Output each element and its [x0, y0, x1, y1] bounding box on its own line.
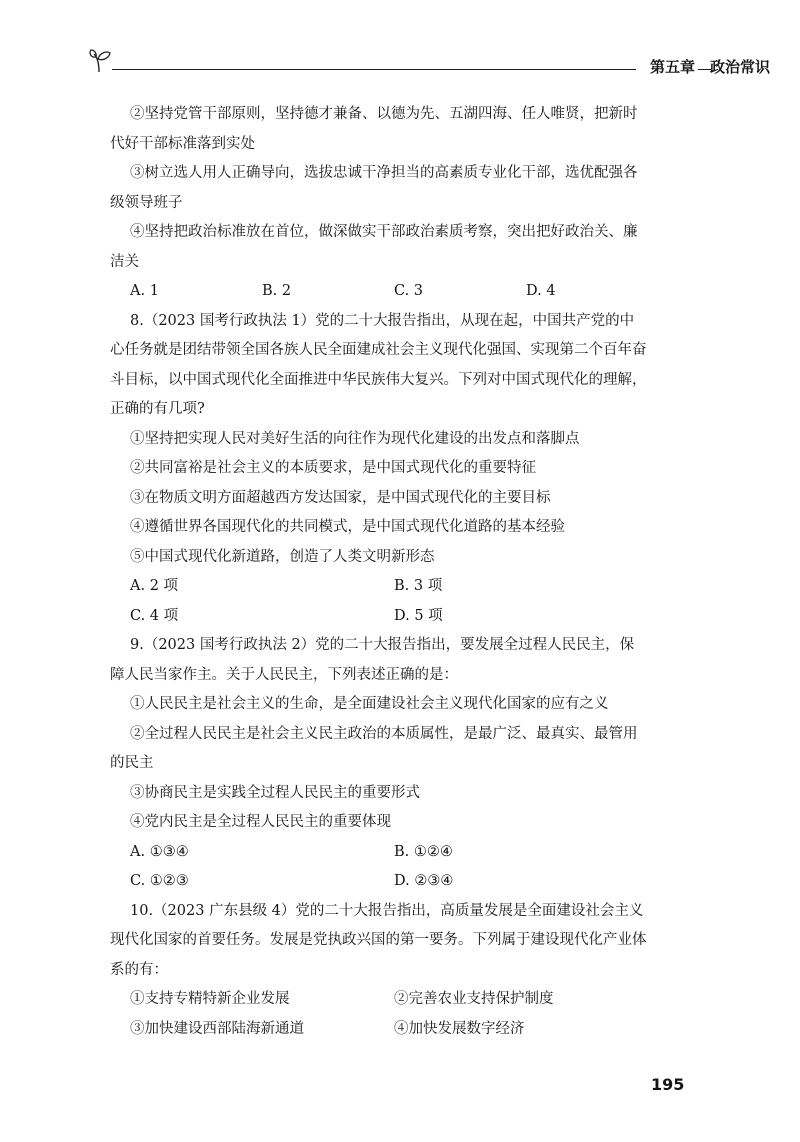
q8-option-a: A. 2 项: [130, 578, 179, 594]
q10-option-1: ①支持专精特新企业发展: [130, 991, 290, 1007]
header-rule-right: [698, 69, 712, 70]
q9-stem-line1: 9.（2023 国考行政执法 2）党的二十大报告指出，要发展全过程人民民主，保: [130, 637, 635, 653]
q8-option-b: B. 3 项: [394, 578, 443, 594]
statement-3-line1: ③树立选人用人正确导向，选拔忠诚干净担当的高素质专业化干部，选优配强各: [130, 165, 638, 181]
q9-options-row2: [130, 867, 698, 897]
statement-3-line2: 级领导班子: [110, 194, 183, 211]
q8-item-3: ③在物质文明方面超越西方发达国家，是中国式现代化的主要目标: [130, 489, 551, 506]
running-header: [88, 48, 771, 76]
q10-stem-line2: 现代化国家的首要任务。发展是党执政兴国的第一要务。下列属于建设现代化产业体: [110, 932, 647, 948]
q10-stem-line1: 10.（2023 广东县级 4）党的二十大报告指出，高质量发展是全面建设社会主义: [130, 902, 644, 919]
q9-option-b: B. ①②④: [394, 843, 453, 860]
q8-stem-line4: 正确的有几项?: [110, 401, 205, 417]
statement-2-line1: ②坚持党管干部原则，坚持德才兼备、以德为先、五湖四海、任人唯贤，把新时: [130, 106, 638, 122]
q9-item-4: ④党内民主是全过程人民民主的重要体现: [130, 814, 391, 830]
q8-item-4: ④遵循世界各国现代化的共同模式，是中国式现代化道路的基本经验: [130, 519, 565, 535]
q8-stem-line2: 心任务就是团结带领全国各族人民全面建成社会主义现代化强国、实现第二个百年奋: [110, 342, 647, 358]
q9-option-c: C. ①②③: [130, 873, 189, 889]
q7-option-d: D. 4: [526, 283, 556, 299]
q8-options-row1: [130, 572, 698, 602]
statement-4-line2: 洁关: [110, 253, 139, 270]
q8-stem-line3: 斗目标，以中国式现代化全面推进中华民族伟大复兴。下列对中国式现代化的理解，: [110, 371, 647, 388]
q9-option-a: A. ①③④: [130, 843, 189, 860]
header-rule-left: [112, 69, 636, 70]
q7-option-a: A. 1: [130, 283, 159, 299]
q10-option-3: ③加快建设西部陆海新通道: [130, 1020, 304, 1037]
q10-stem-line3: 系的有：: [110, 961, 168, 978]
q10-option-2: ②完善农业支持保护制度: [394, 991, 554, 1007]
page-number: 195: [651, 1075, 685, 1094]
q10-options-row1: [130, 985, 698, 1015]
q10-option-4: ④加快发展数字经济: [394, 1020, 525, 1037]
statement-2-line2: 代好干部标准落到实处: [110, 135, 255, 152]
q9-item-2-line1: ②全过程人民民主是社会主义民主政治的本质属性，是最广泛、最真实、最管用: [130, 725, 638, 742]
q10-options-row2: [130, 1015, 698, 1045]
q7-option-c: C. 3: [394, 283, 424, 299]
statement-4-line1: ④坚持把政治标准放在首位，做深做实干部政治素质考察，突出把好政治关、廉: [130, 224, 638, 240]
q8-options-row2: [130, 602, 698, 632]
q9-options-row1: [130, 838, 698, 868]
page-body: [110, 100, 698, 1044]
q9-item-3: ③协商民主是实践全过程人民民主的重要形式: [130, 784, 420, 801]
sprout-icon: [88, 48, 114, 74]
q8-option-c: C. 4 项: [130, 607, 179, 624]
q9-item-2-line2: 的民主: [110, 755, 154, 771]
q7-options: [130, 277, 698, 307]
q8-item-2: ②共同富裕是社会主义的本质要求，是中国式现代化的重要特征: [130, 460, 536, 476]
q8-stem-line1: 8.（2023 国考行政执法 1）党的二十大报告指出，从现在起，中国共产党的中: [130, 312, 635, 329]
q9-option-d: D. ②③④: [394, 873, 454, 889]
chapter-title: 第五章 政治常识: [650, 58, 771, 76]
q8-option-d: D. 5 项: [394, 607, 443, 624]
q9-item-1: ①人民民主是社会主义的生命，是全面建设社会主义现代化国家的应有之义: [130, 696, 609, 712]
q8-item-5: ⑤中国式现代化新道路，创造了人类文明新形态: [130, 548, 435, 565]
q8-item-1: ①坚持把实现人民对美好生活的向往作为现代化建设的出发点和落脚点: [130, 430, 580, 447]
q7-option-b: B. 2: [262, 283, 292, 299]
q9-stem-line2: 障人民当家作主。关于人民民主，下列表述正确的是：: [110, 666, 458, 683]
